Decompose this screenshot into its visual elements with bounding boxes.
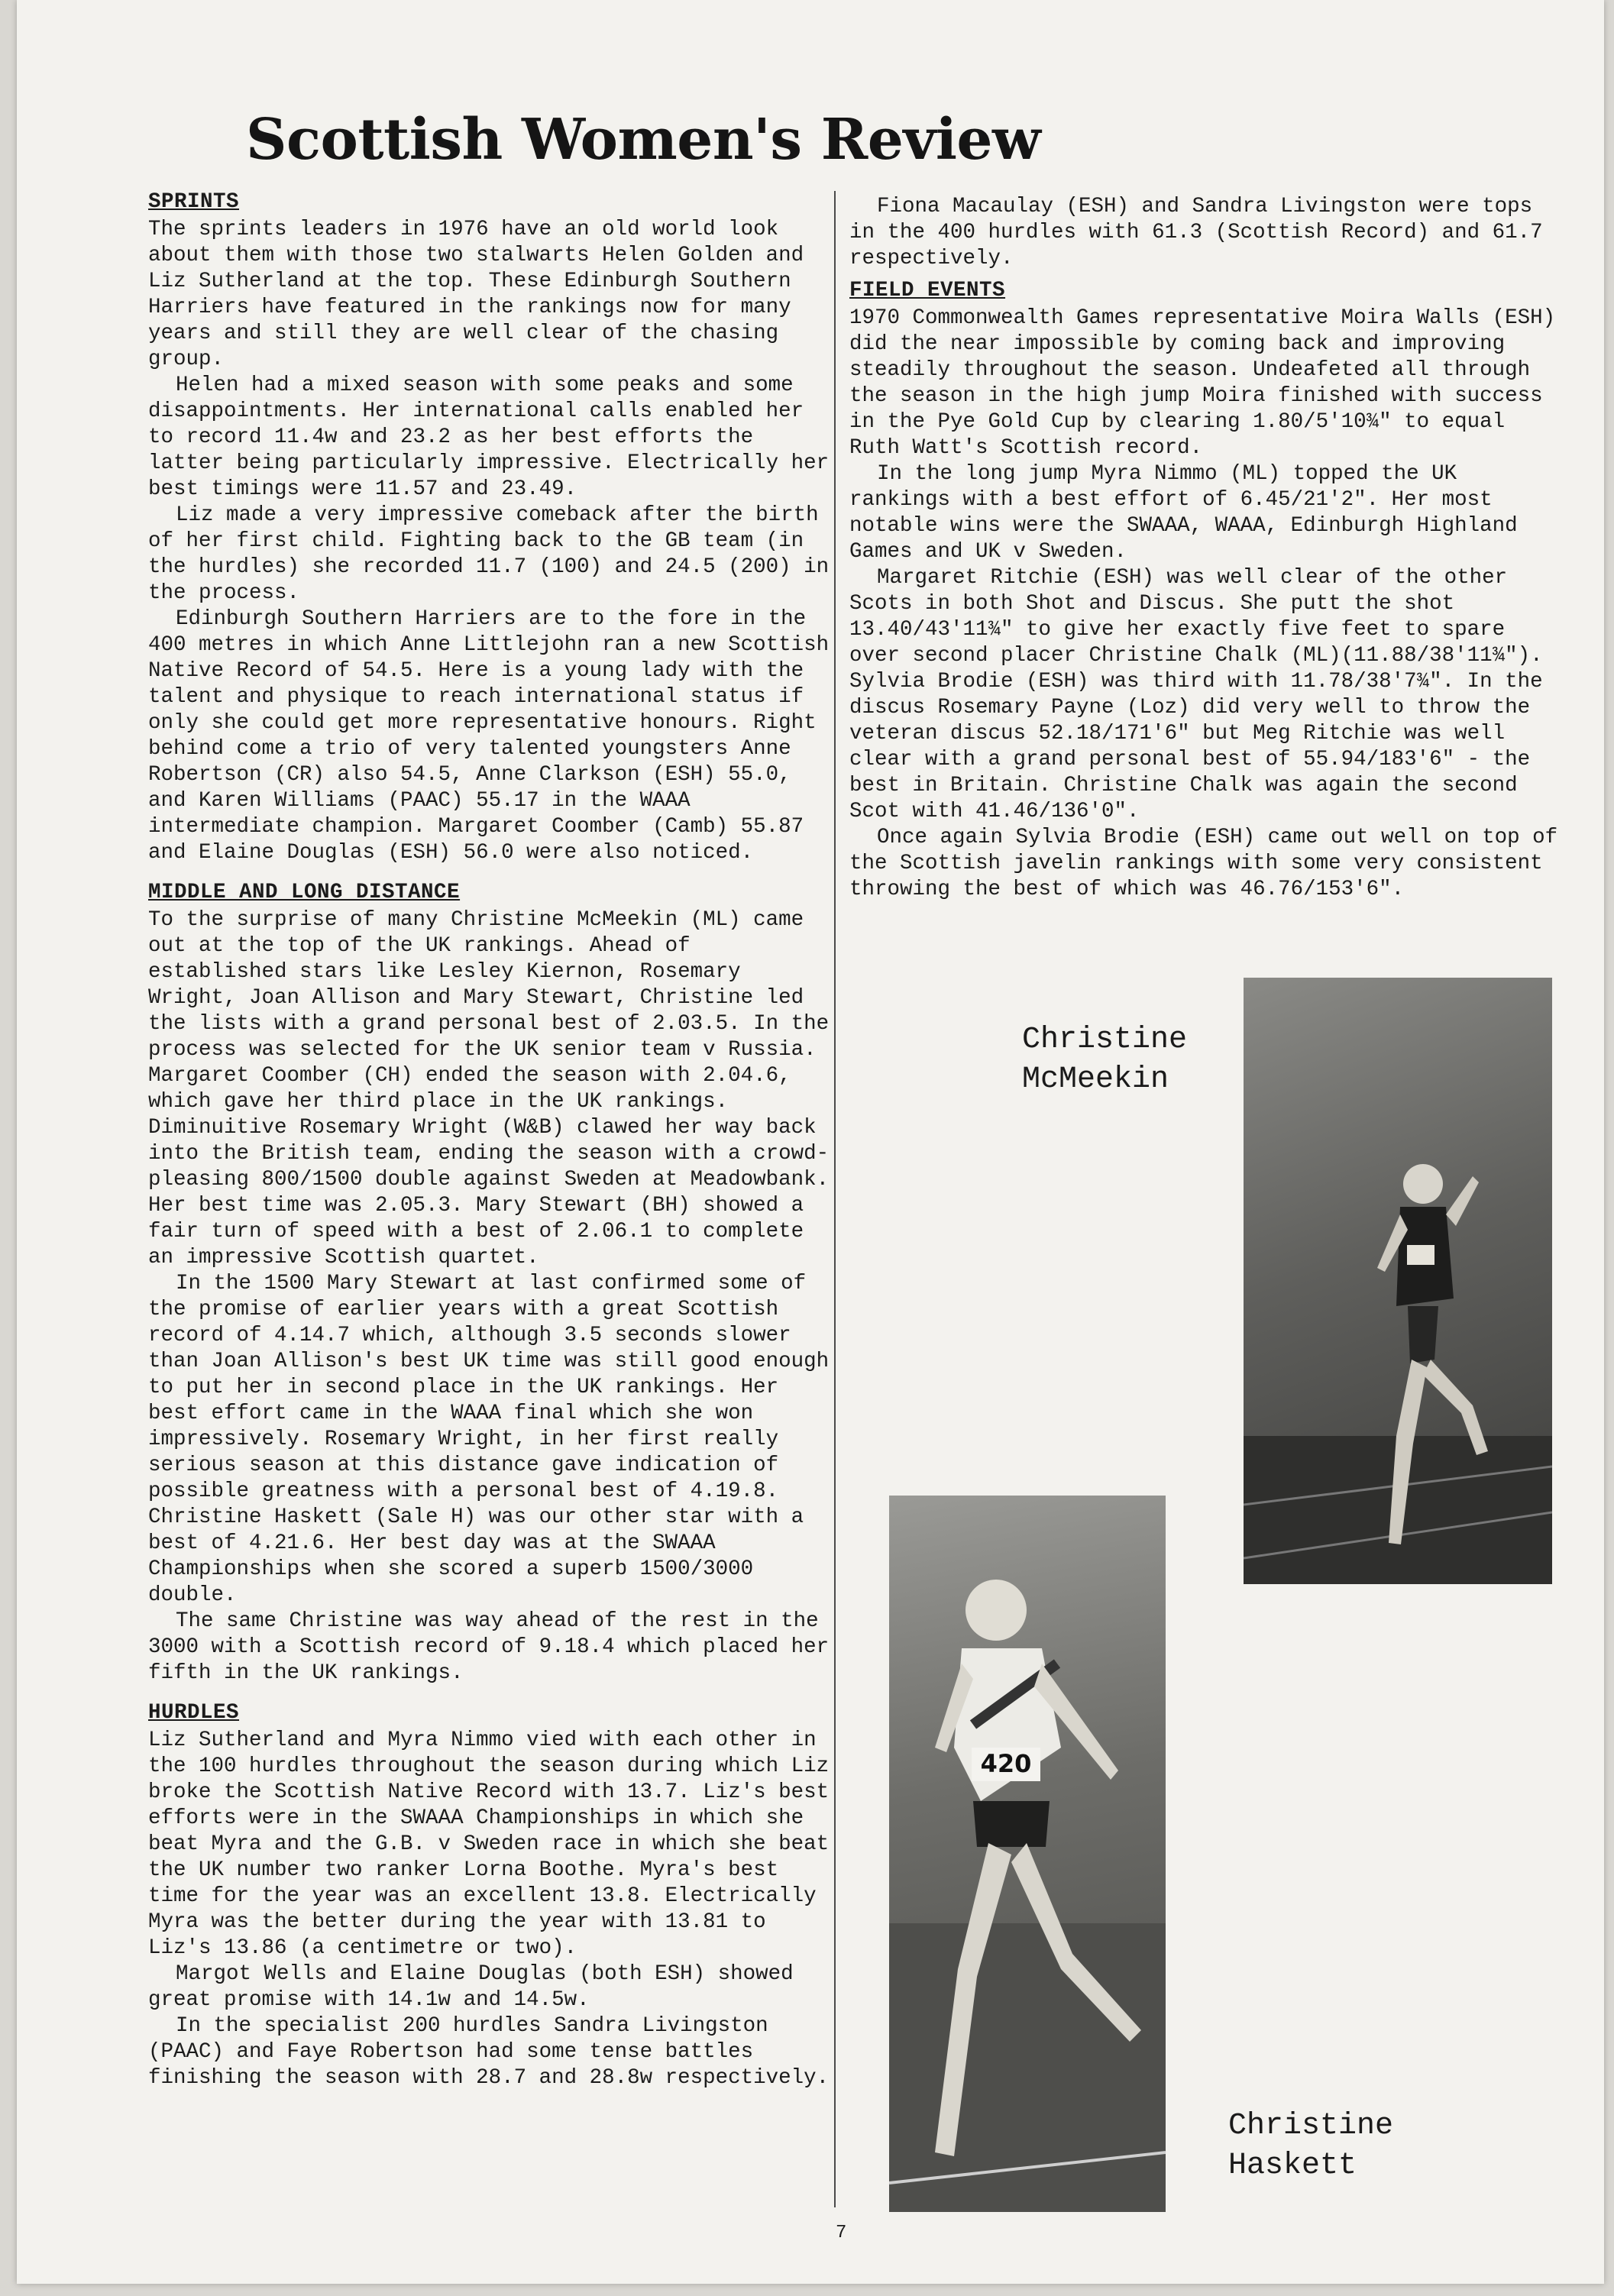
sprints-paragraph: Edinburgh Southern Harriers are to the fore in the 400 metres in which Anne Littlejohn ran a new Scottish Native Record of 54.5. Here is a young lady with the talent and physique to reach international status if only she could get more representative honours. Right behind come a trio of very talented youngsters Anne Robertson (CR) also 54.5, Anne Clarkson (ESH) 55.0, and Karen Williams (PAAC) 55.17 in the WAAA intermediate champion. Margaret Coomber (Camb) 55.87 and Elaine Douglas (ESH) 56.0 were also noticed. <box>148 607 830 865</box>
hurdles-paragraph: In the specialist 200 hurdles Sandra Livingston (PAAC) and Faye Robertson had some tense battles finishing the season with 28.7 and 28.8w respectively. <box>148 2014 830 2090</box>
left-column <box>148 185 836 2105</box>
caption-christine-mcmeekin: Christine McMeekin <box>1022 1023 1188 1097</box>
field-events-paragraph: 1970 Commonwealth Games representative Moira Walls (ESH) did the near impossible by coming back and improving steadily throughout the season. Undeafeted all through the season in the high jump Moira finished with success in the Pye Gold Cup by clearing 1.80/5'10¾" to equal Ruth Watt's Scottish record. <box>849 306 1556 460</box>
runner-figure-icon <box>889 1496 1166 2212</box>
section-heading-middle-long: MIDDLE AND LONG DISTANCE <box>148 881 461 904</box>
caption-christine-haskett: Christine Haskett <box>1228 2109 1394 2183</box>
middle-long-paragraph: To the surprise of many Christine McMeekin (ML) came out at the top of the UK rankings. Ahead of established stars like Lesley Kiernon, Rosemary Wright, Joan Allison and Mary Stewart, Christine led the lists with a grand personal best of 2.03.5. In the process was selected for the UK senior team v Russia. Margaret Coomber (CH) ended the season with 2.04.6, which gave her third place in the UK rankings. Diminuitive Rosemary Wright (W&B) clawed her way back into the British team, ending the season with a crowd-pleasing 800/1500 double against Sweden at Meadowbank. Her best time was 2.05.3. Mary Stewart (BH) showed a fair turn of speed with a best of 2.06.1 to complete an impressive Scottish quartet. <box>148 908 830 1269</box>
sprints-paragraph: The sprints leaders in 1976 have an old world look about them with those two stalwarts Helen Golden and Liz Sutherland at the top. These Edinburgh Southern Harriers have featured in the rankings now for many years and still they are well clear of the chasing group. <box>148 218 804 371</box>
sprints-paragraph: Liz made a very impressive comeback after the birth of her first child. Fighting back to the GB team (in the hurdles) she recorded 11.7 (100) and 24.5 (200) in the process. <box>148 503 830 605</box>
section-sprints <box>148 189 836 866</box>
field-events-paragraph: In the long jump Myra Nimmo (ML) topped the UK rankings with a best effort of 6.45/21'2". Her most notable wins were the SWAAA, WAAA, Edinburgh Highland Games and UK v Sweden. <box>849 462 1518 564</box>
middle-long-paragraph: The same Christine was way ahead of the rest in the 3000 with a Scottish record of 9.18.4 which placed her fifth in the UK rankings. <box>148 1609 830 1685</box>
hurdles-paragraph: Liz Sutherland and Myra Nimmo vied with each other in the 100 hurdles throughout the season during which Liz broke the Scottish Native Record with 13.7. Liz's best efforts were in the SWAAA Championships in which she beat Myra and the G.B. v Sweden race in which she beat the UK number two ranker Lorna Boothe. Myra's best time for the year was an excellent 13.8. Electrically Myra was the better during the year with 13.81 to Liz's 13.86 (a centimetre or two). <box>148 1728 830 1960</box>
section-hurdles <box>148 1700 836 2091</box>
hurdles-paragraph: Margot Wells and Elaine Douglas (both ESH) showed great promise with 14.1w and 14.5w. <box>148 1962 794 2012</box>
field-events-paragraph: Once again Sylvia Brodie (ESH) came out well on top of the Scottish javelin rankings with some very consistent throwing the best of which was 46.76/153'6". <box>849 826 1558 901</box>
right-column <box>849 194 1560 917</box>
race-bib-number: 420 <box>980 1749 1032 1778</box>
photo-christine-mcmeekin <box>1244 978 1552 1584</box>
section-heading-sprints: SPRINTS <box>148 190 240 214</box>
middle-long-paragraph: In the 1500 Mary Stewart at last confirmed some of the promise of earlier years with a great Scottish record of 4.14.7 which, although 3.5 seconds slower than Joan Allison's best UK time was still good enough to put her in second place in the UK rankings. Her best effort came in the WAAA final which she won impressively. Rosemary Wright, in her first really serious season at this distance gave indication of possible greatness with a personal best of 4.19.8. Christine Haskett (Sale H) was our other star with a best of 4.21.6. Her best day was at the SWAAA Championships when she scored a superb 1500/3000 double. <box>148 1272 830 1607</box>
section-heading-field-events: FIELD EVENTS <box>849 279 1006 302</box>
page-number: 7 <box>836 2223 847 2243</box>
page-title: Scottish Women's Review <box>246 107 1041 173</box>
field-events-paragraph: Margaret Ritchie (ESH) was well clear of the other Scots in both Shot and Discus. She putt the shot 13.40/43'11¾" to give her exactly five feet to spare over second placer Christine Chalk (ML)(11.88/38'11¾"). Sylvia Brodie (ESH) was third with 11.78/38'7¾". In the discus Rosemary Payne (Loz) did very well to throw the veteran discus 52.18/171'6" but Meg Ritchie was well clear with a grand personal best of 55.94/183'6" - the best in Britain. Christine Chalk was again the second Scot with 41.46/136'0". <box>849 566 1543 823</box>
intro-paragraph: Fiona Macaulay (ESH) and Sandra Livingston were tops in the 400 hurdles with 61.3 (Scottish Record) and 61.7 respectively. <box>849 195 1543 270</box>
section-field-events <box>849 278 1560 903</box>
runner-figure-icon <box>1244 978 1552 1584</box>
magazine-page <box>17 0 1604 2284</box>
section-heading-hurdles: HURDLES <box>148 1701 240 1725</box>
photo-christine-haskett <box>889 1496 1166 2212</box>
section-middle-long <box>148 880 836 1686</box>
sprints-paragraph: Helen had a mixed season with some peaks and some disappointments. Her international calls enabled her to record 11.4w and 23.2 as her best efforts the latter being particularly impressive. Electrically her best timings were 11.57 and 23.49. <box>148 374 830 501</box>
